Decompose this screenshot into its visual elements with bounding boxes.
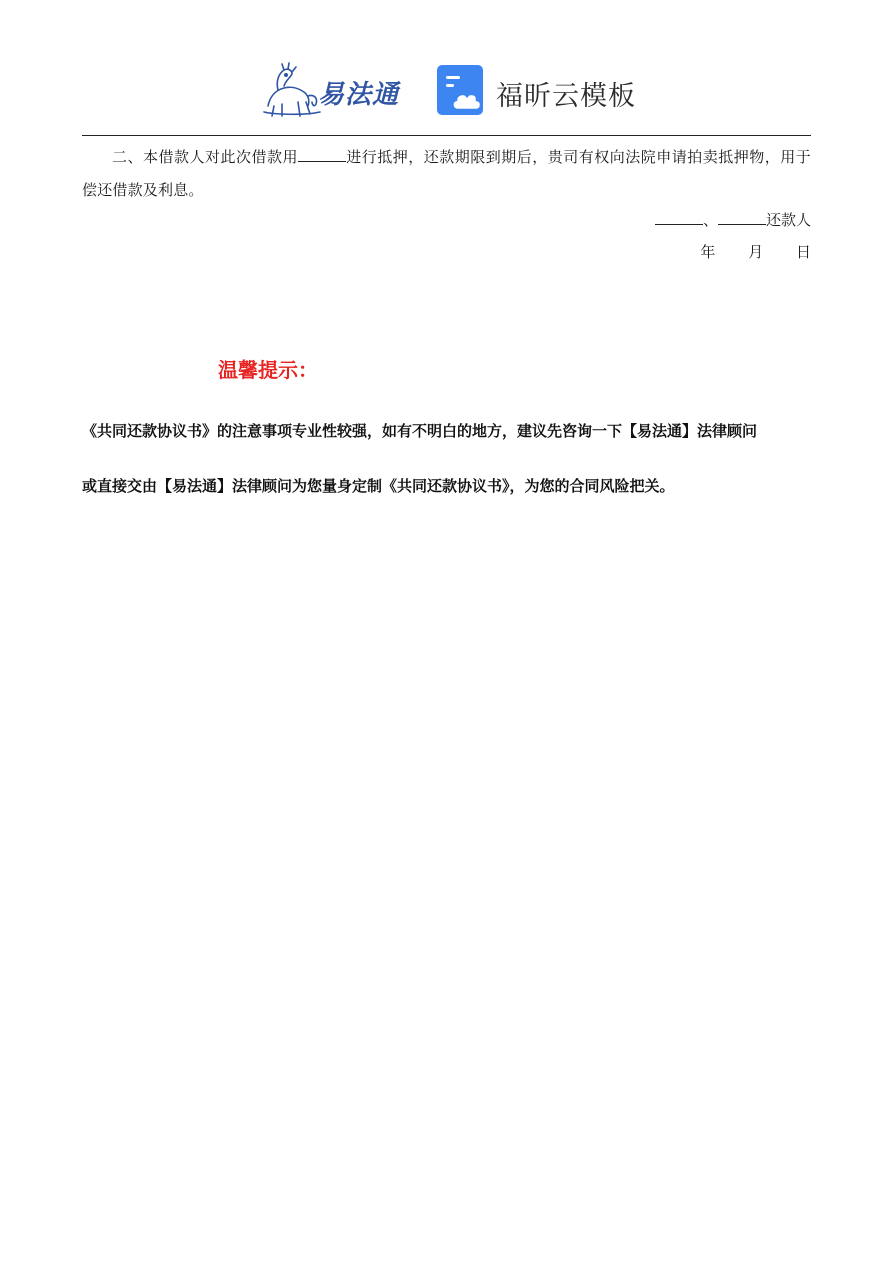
tip-line-1: 《共同还款协议书》的注意事项专业性较强，如有不明白的地方，建议先咨询一下【易法通】法律顾问	[82, 422, 758, 440]
signer-blank-1	[655, 210, 703, 225]
collateral-blank	[298, 147, 346, 162]
header-divider	[82, 135, 811, 136]
date-year: 年	[700, 243, 716, 261]
qilin-mascot-icon	[262, 62, 322, 120]
mortgage-clause-paragraph	[82, 141, 811, 207]
document-header	[0, 58, 893, 124]
signer-blank-2	[718, 210, 766, 225]
clause-text-end: 进行抵押，还款期限到期后，贵司有权向法院申请拍卖抵押物，用于偿还借款及利息。	[82, 148, 811, 199]
clause-text-start: 二、本借款人对此次借款用	[112, 148, 298, 166]
foxit-template-logo-text: 福昕云模板	[496, 81, 636, 112]
yifatong-logo	[262, 62, 412, 118]
signature-line	[655, 208, 811, 232]
tip-line-2: 或直接交由【易法通】法律顾问为您量身定制《共同还款协议书》，为您的合同风险把关。	[82, 477, 675, 495]
sign-separator: 、	[702, 211, 718, 229]
yifatong-logo-text: 易法通	[318, 80, 400, 110]
tip-body	[82, 404, 811, 514]
date-line	[672, 240, 811, 264]
date-day: 日	[795, 243, 811, 261]
sign-label: 还款人	[765, 211, 811, 229]
foxit-template-logo	[436, 64, 636, 120]
date-month: 月	[748, 243, 764, 261]
cloud-document-icon	[436, 64, 490, 118]
tip-title: 温馨提示：	[218, 358, 318, 382]
